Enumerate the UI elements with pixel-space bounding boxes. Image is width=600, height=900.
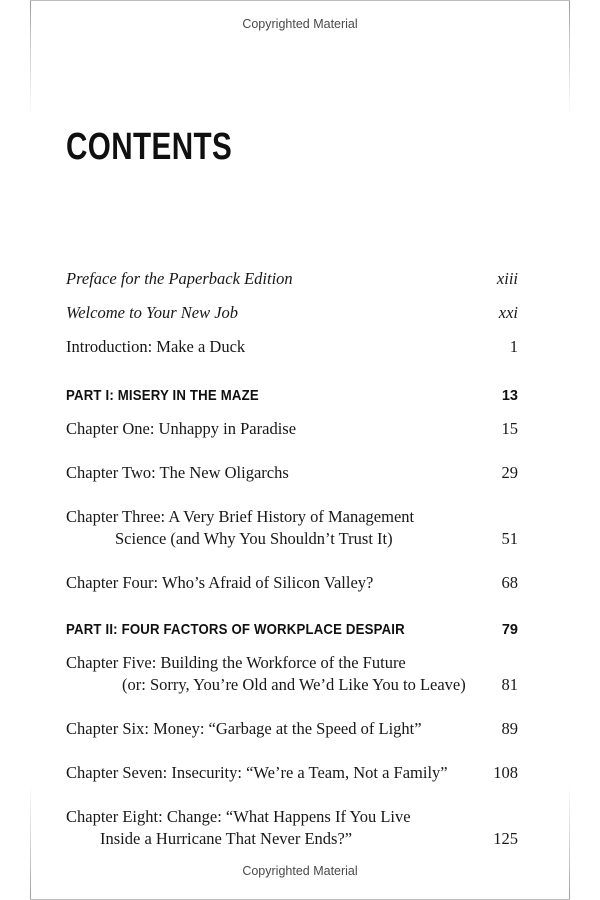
toc-entry-chapter-six: [66, 718, 518, 740]
toc-entry-chapter-two: [66, 462, 518, 484]
toc-entry-page-number: xxi: [498, 303, 518, 322]
toc-entry-label: Chapter One: Unhappy in Paradise: [66, 419, 297, 438]
toc-entry-chapter-four: [66, 572, 518, 594]
toc-entry-page-number: 81: [501, 675, 518, 694]
toc-entry-page-number: 79: [501, 622, 518, 638]
toc-entry-label: Introduction: Make a Duck: [66, 337, 246, 356]
toc-entry-label: Chapter Three: A Very Brief History of Management Science (and Why You Shouldn’t Trust It): [66, 507, 415, 548]
toc-entry-label: PART I: MISERY IN THE MAZE: [66, 387, 259, 404]
toc-entry-chapter-five: [66, 652, 518, 696]
toc-entry-page-number: 68: [501, 573, 518, 592]
toc-entry-page-number: 1: [509, 337, 518, 356]
toc-entry-page-number: xiii: [496, 269, 518, 288]
page-edge-left-line: [30, 0, 31, 900]
toc-entry-label: Chapter Seven: Insecurity: “We’re a Team, Not a Family”: [66, 763, 448, 782]
toc-entry-page-number: 15: [501, 419, 518, 438]
toc-entry-part-1: [66, 386, 518, 406]
page-edge-top-line: [30, 0, 570, 1]
toc-entry-part-2: [66, 620, 518, 640]
toc-entry-label: Chapter Eight: Change: “What Happens If You Live Inside a Hurricane That Never Ends?”: [66, 807, 411, 848]
toc-entry-chapter-three: [66, 506, 518, 550]
table-of-contents: [66, 268, 518, 872]
toc-entry-label: Welcome to Your New Job: [66, 303, 239, 322]
copyright-watermark-bottom: Copyrighted Material: [242, 864, 358, 878]
toc-entry-label: Chapter Four: Who’s Afraid of Silicon Valley?: [66, 573, 374, 592]
toc-entry-preface: [66, 268, 518, 290]
toc-entry-introduction: [66, 336, 518, 358]
contents-title: CONTENTS: [66, 126, 233, 168]
toc-entry-page-number: 29: [501, 463, 518, 482]
toc-entry-page-number: 125: [493, 829, 518, 848]
toc-entry-page-number: 89: [501, 719, 518, 738]
toc-entry-label: Chapter Five: Building the Workforce of the Future (or: Sorry, You’re Old and We’d Like You to Leave): [66, 653, 466, 694]
toc-entry-chapter-seven: [66, 762, 518, 784]
toc-entry-chapter-eight: [66, 806, 518, 850]
toc-entry-page-number: 108: [493, 763, 518, 782]
toc-entry-page-number: 51: [501, 529, 518, 548]
page-edge-right-line: [569, 0, 570, 900]
toc-entry-label: Chapter Six: Money: “Garbage at the Speed of Light”: [66, 719, 422, 738]
toc-entry-label: Chapter Two: The New Oligarchs: [66, 463, 289, 482]
toc-entry-label: PART II: FOUR FACTORS OF WORKPLACE DESPAIR: [66, 621, 405, 638]
toc-entry-welcome: [66, 302, 518, 324]
copyright-watermark-top: Copyrighted Material: [242, 17, 358, 31]
toc-entry-page-number: 13: [501, 388, 518, 404]
toc-entry-chapter-one: [66, 418, 518, 440]
toc-entry-label: Preface for the Paperback Edition: [66, 269, 293, 288]
